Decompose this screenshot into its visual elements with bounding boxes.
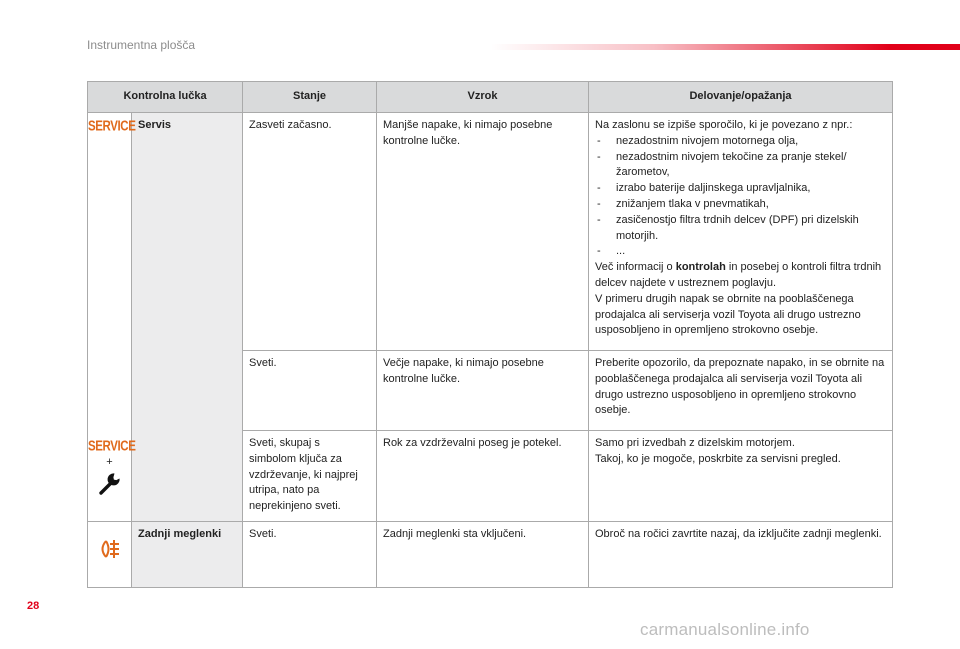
column-header-action: Delovanje/opažanja: [589, 82, 893, 113]
service-icon-cell: [88, 113, 136, 431]
table-header-row: [88, 82, 893, 113]
column-header-light: Kontrolna lučka: [88, 82, 243, 113]
page-number: 28: [27, 600, 40, 612]
list-item: - nezadostnim nivojem motornega olja,: [595, 134, 886, 150]
state-cell: Sveti.: [243, 351, 377, 431]
state-cell: Zasveti začasno.: [243, 113, 377, 351]
action-line: Takoj, ko je mogoče, poskrbite za servisni pregled.: [595, 452, 841, 465]
cause-cell: Večje napake, ki nimajo posebne kontrolne lučke.: [377, 351, 589, 431]
service-wrench-icon-cell: [88, 431, 136, 522]
action-more-info: [595, 260, 886, 292]
cause-cell: Manjše napake, ki nimajo posebne kontrolne lučke.: [377, 113, 589, 351]
state-cell: Sveti.: [243, 521, 377, 587]
table-row: [88, 113, 893, 351]
light-name-service: Servis: [132, 113, 243, 522]
action-cell: [589, 113, 893, 351]
action-line: Samo pri izvedbah z dizelskim motorjem.: [595, 437, 795, 449]
column-header-cause: Vzrok: [377, 82, 589, 113]
plus-sign: +: [106, 455, 113, 468]
warning-lights-table: [87, 81, 893, 588]
cause-cell: Zadnji meglenki sta vključeni.: [377, 521, 589, 587]
wrench-icon: [97, 470, 123, 496]
service-icon: SERVICE: [88, 118, 136, 135]
action-more-bold: kontrolah: [675, 261, 726, 274]
action-list: [595, 134, 886, 260]
list-item: - izrabo baterije daljinskega upravljalnika,: [595, 181, 886, 197]
action-more-text-end: in posebej o kontroli filtra trdnih delcev najdete v ustreznem poglavju.: [595, 261, 882, 289]
action-more-text: Več informacij o: [595, 261, 676, 274]
state-cell: Sveti, skupaj s simbolom ključa za vzdrževanje, ki najprej utripa, nato pa neprekinjeno sveti.: [243, 431, 377, 522]
cause-cell: Rok za vzdrževalni poseg je potekel.: [377, 431, 589, 522]
list-item: - zasičenostjo filtra trdnih delcev (DPF) pri dizelskih motorjih.: [595, 213, 886, 245]
table-row: [88, 521, 893, 587]
action-other: V primeru drugih napak se obrnite na pooblaščenega prodajalca ali serviserja vozil Toyota ali drugo ustrezno usposobljeno in opremljeno strokovno osebje.: [595, 292, 861, 337]
action-intro: Na zaslonu se izpiše sporočilo, ki je povezano z npr.:: [595, 119, 853, 131]
action-cell: Obroč na ročici zavrtite nazaj, da izključite zadnji meglenki.: [589, 521, 893, 587]
service-icon: SERVICE: [88, 438, 136, 455]
column-header-state: Stanje: [243, 82, 377, 113]
action-cell: Preberite opozorilo, da prepoznate napako, in se obrnite na pooblaščenega prodajalca ali serviserja vozil Toyota ali drugo ustrezno usposobljeno in opremljeno strokovno osebje.: [589, 351, 893, 431]
section-title: Instrumentna plošča: [87, 38, 196, 52]
list-item: - znižanjem tlaka v pnevmatikah,: [595, 197, 886, 213]
rear-fog-light-icon: [95, 536, 125, 562]
light-name-rear-fog: Zadnji meglenki: [132, 521, 243, 587]
watermark: carmanualsonline.info: [640, 620, 810, 639]
list-item: - nezadostnim nivojem tekočine za pranje stekel/ žarometov,: [595, 150, 886, 182]
action-cell: [589, 431, 893, 522]
header-accent-bar: [490, 44, 960, 50]
fog-icon-cell: [88, 521, 132, 587]
list-item: - ...: [595, 244, 886, 260]
